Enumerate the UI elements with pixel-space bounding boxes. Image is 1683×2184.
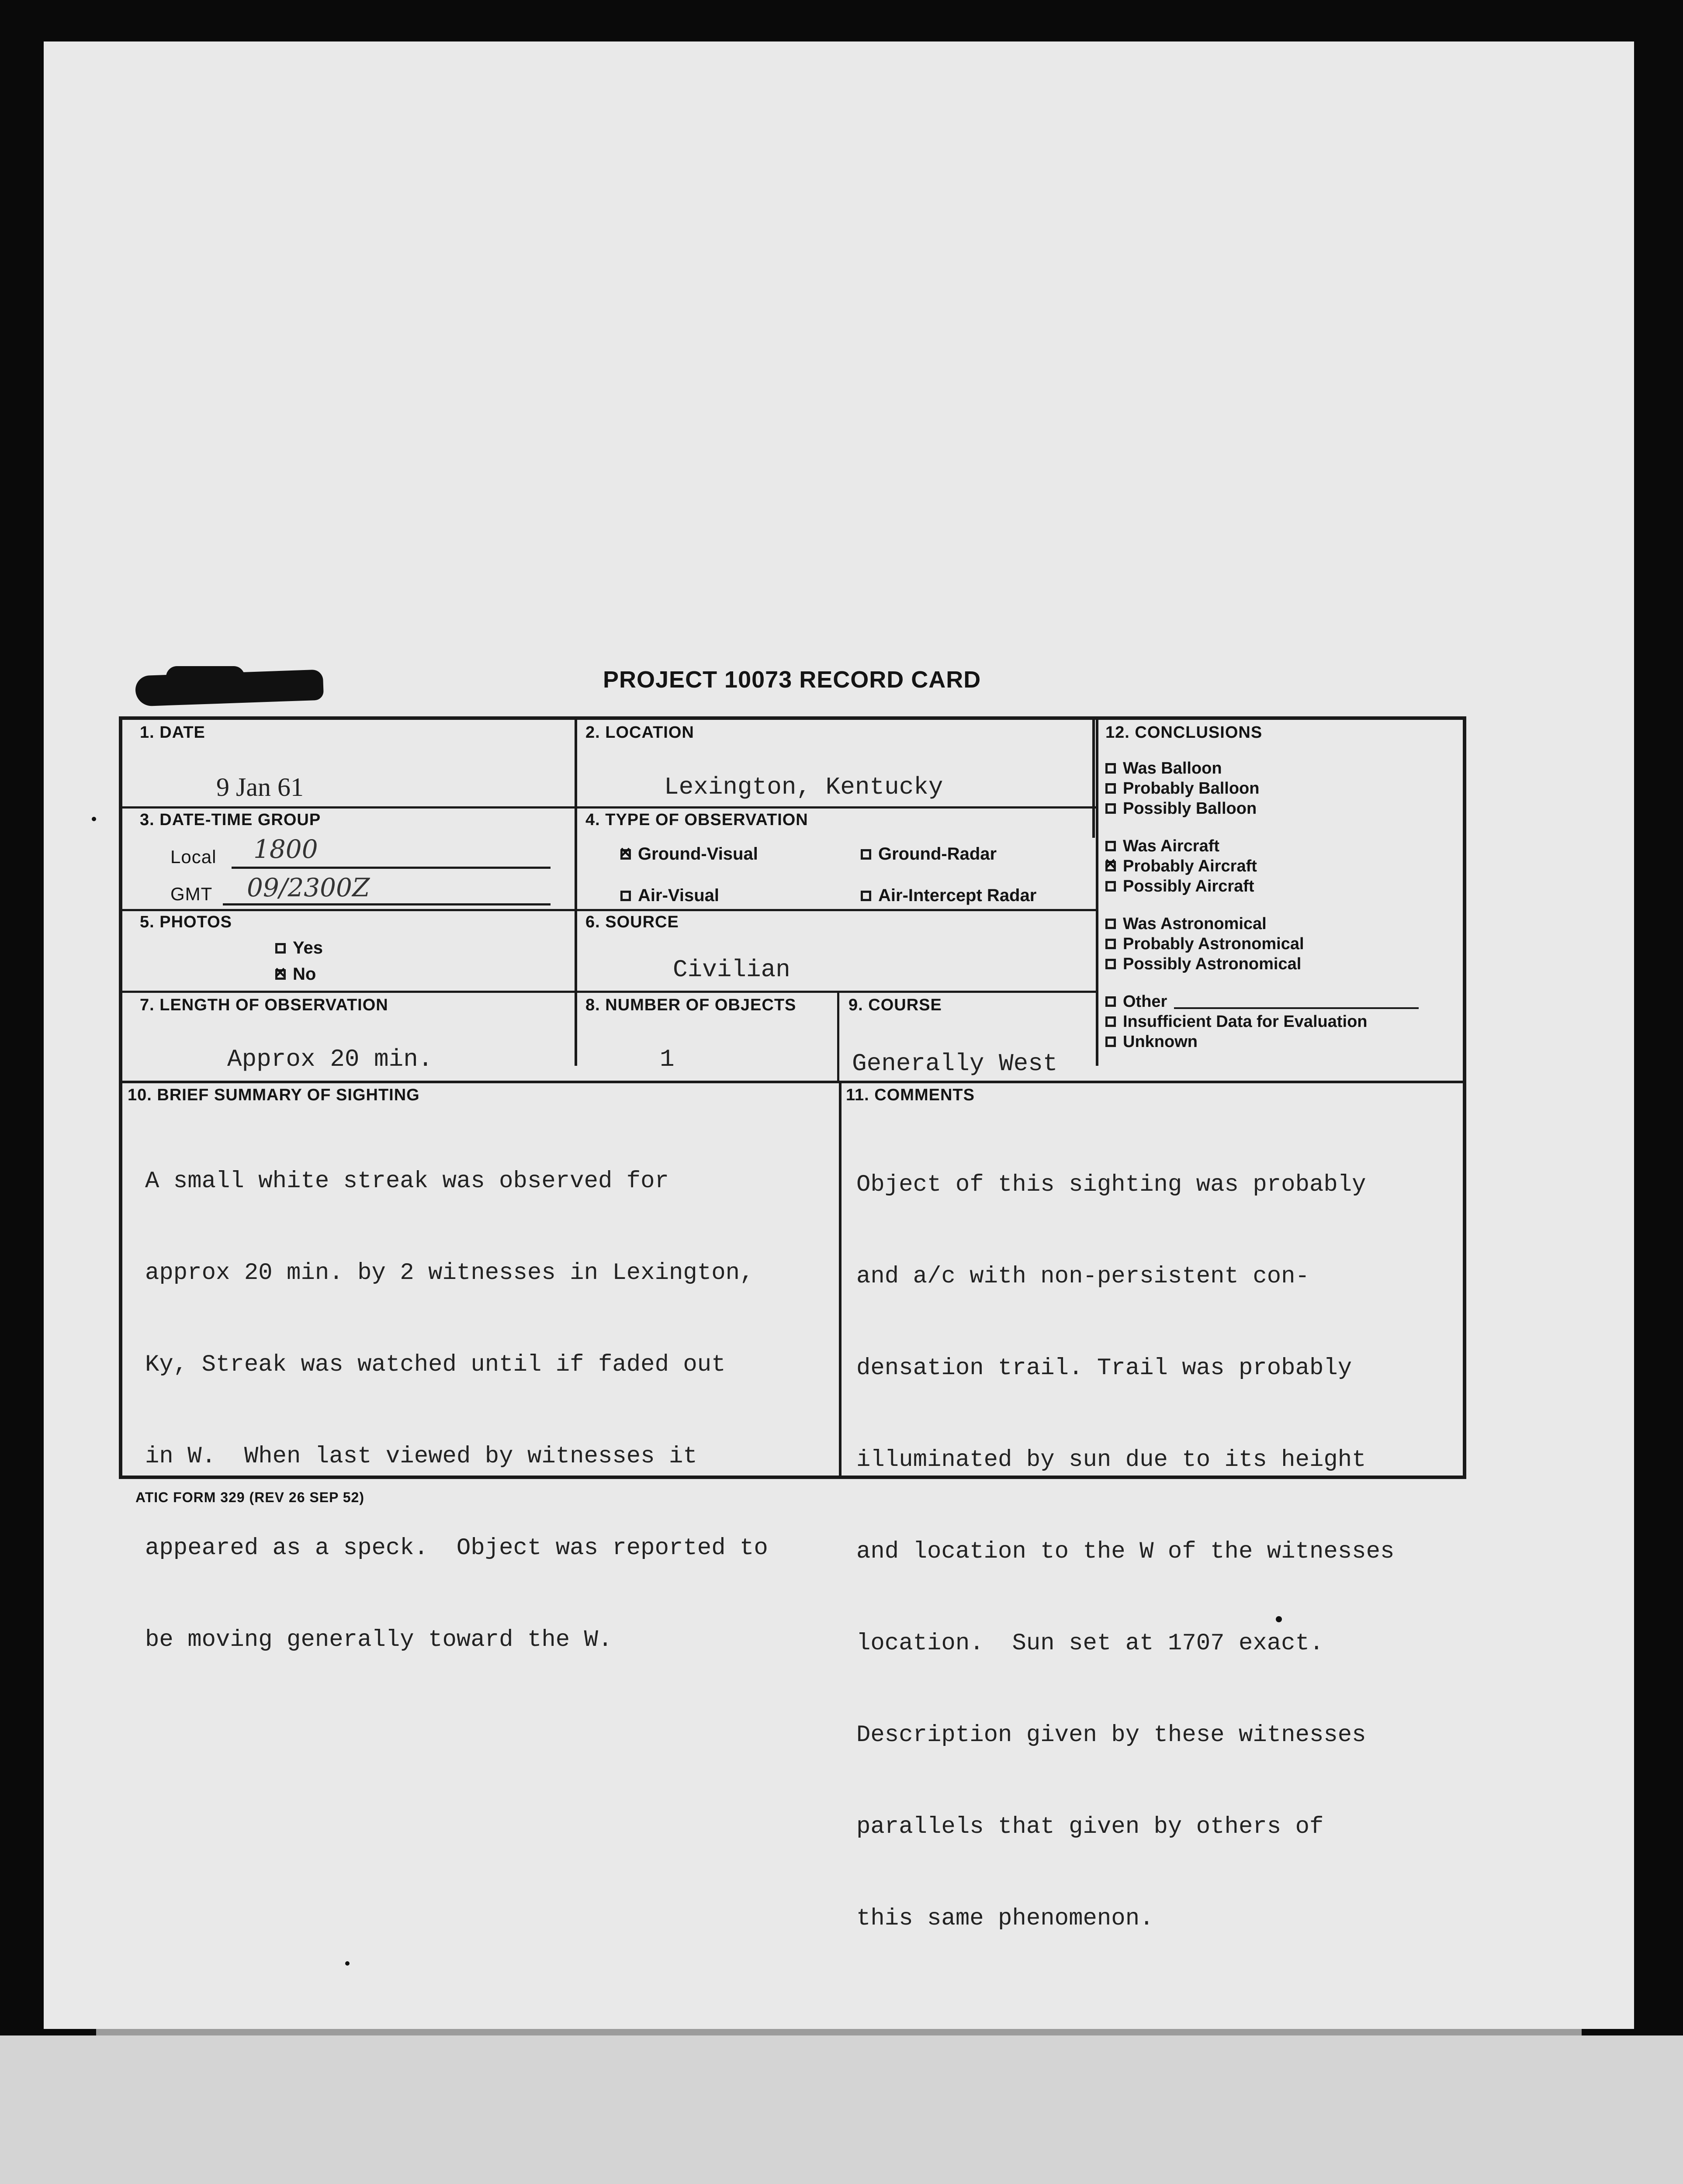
course-value: Generally West	[852, 1050, 1058, 1078]
photos-label: 5. PHOTOS	[140, 913, 232, 931]
option-ground-radar[interactable]	[861, 844, 997, 864]
conclusion-group-balloon	[1105, 758, 1419, 819]
comments-text	[856, 1109, 1394, 1995]
location-label: 2. LOCATION	[585, 723, 694, 742]
option-label: Other	[1123, 992, 1167, 1011]
option-label: No	[293, 964, 316, 984]
conclusion-probably-astronomical[interactable]	[1105, 934, 1419, 954]
comments-line: this same phenomenon.	[856, 1905, 1154, 1932]
conclusion-probably-balloon[interactable]	[1105, 778, 1419, 798]
length-label: 7. LENGTH OF OBSERVATION	[140, 996, 388, 1014]
course-label: 9. COURSE	[848, 996, 942, 1014]
divider	[122, 806, 1098, 809]
divider	[122, 909, 1098, 911]
location-value: Lexington, Kentucky	[664, 773, 943, 801]
summary-line: appeared as a speck. Object was reported to	[145, 1535, 768, 1562]
divider	[837, 992, 839, 1082]
conclusion-possibly-balloon[interactable]	[1105, 798, 1419, 819]
lower-sheet	[0, 2035, 1683, 2184]
gmt-time-value: 09/2300Z	[247, 873, 370, 902]
conclusions-list	[1105, 758, 1419, 1052]
conclusion-was-astronomical[interactable]	[1105, 914, 1419, 934]
conclusion-unknown[interactable]	[1105, 1032, 1419, 1052]
redaction-mark	[166, 666, 245, 688]
conclusion-probably-aircraft[interactable]	[1105, 856, 1419, 876]
source-label: 6. SOURCE	[585, 913, 679, 931]
comments-line: parallels that given by others of	[856, 1814, 1324, 1840]
comments-line: location. Sun set at 1707 exact.	[856, 1630, 1324, 1657]
conclusion-group-astronomical	[1105, 914, 1419, 974]
checkbox-air-visual[interactable]	[620, 891, 631, 901]
conclusions-label: 12. CONCLUSIONS	[1105, 723, 1263, 742]
speck	[345, 1961, 350, 1966]
checkbox[interactable]	[1105, 1037, 1116, 1047]
observation-type-label: 4. TYPE OF OBSERVATION	[585, 811, 808, 829]
checkbox[interactable]	[1105, 881, 1116, 892]
option-label: Was Aircraft	[1123, 837, 1220, 855]
local-label: Local	[170, 847, 217, 867]
option-label: Ground-Visual	[638, 844, 758, 864]
gmt-underline	[223, 903, 551, 905]
card-title: PROJECT 10073 RECORD CARD	[603, 667, 981, 693]
date-label: 1. DATE	[140, 723, 205, 742]
option-photos-no[interactable]	[275, 964, 316, 984]
option-label: Yes	[293, 938, 323, 957]
conclusion-group-other	[1105, 992, 1419, 1052]
option-air-intercept-radar[interactable]	[861, 886, 1036, 905]
checkbox-ground-radar[interactable]	[861, 849, 871, 860]
summary-line: A small white streak was observed for	[145, 1168, 669, 1195]
option-label: Unknown	[1123, 1033, 1198, 1051]
option-label: Air-Intercept Radar	[878, 886, 1037, 905]
option-label: Was Balloon	[1123, 759, 1222, 778]
summary-text	[145, 1105, 768, 1717]
divider	[1092, 720, 1095, 838]
checkbox[interactable]	[1105, 803, 1116, 814]
source-value: Civilian	[673, 956, 790, 984]
summary-line: approx 20 min. by 2 witnesses in Lexington,	[145, 1260, 754, 1286]
checkbox[interactable]	[1105, 1016, 1116, 1027]
divider	[839, 1082, 842, 1479]
comments-line: densation trail. Trail was probably	[856, 1355, 1352, 1382]
dtg-label: 3. DATE-TIME GROUP	[140, 811, 321, 829]
option-ground-visual[interactable]	[620, 844, 758, 864]
objects-label: 8. NUMBER OF OBJECTS	[585, 996, 796, 1014]
divider	[122, 991, 1098, 993]
gmt-label: GMT	[170, 884, 213, 904]
option-air-visual[interactable]	[620, 886, 719, 905]
date-value: 9 Jan 61	[216, 773, 304, 802]
checkbox[interactable]	[1105, 919, 1116, 929]
other-underline	[1174, 1007, 1419, 1009]
option-label: Insufficient Data for Evaluation	[1123, 1013, 1368, 1031]
option-photos-yes[interactable]	[275, 938, 323, 958]
checkbox[interactable]	[1105, 841, 1116, 851]
checkbox[interactable]	[1105, 959, 1116, 969]
divider	[1096, 720, 1098, 1066]
comments-line: Description given by these witnesses	[856, 1722, 1366, 1749]
conclusion-possibly-astronomical[interactable]	[1105, 954, 1419, 974]
local-time-value: 1800	[253, 834, 318, 864]
comments-label: 11. COMMENTS	[846, 1086, 975, 1104]
option-label: Possibly Aircraft	[1123, 877, 1254, 895]
comments-line: illuminated by sun due to its height	[856, 1447, 1366, 1473]
option-label: Was Astronomical	[1123, 915, 1267, 933]
divider	[122, 1081, 1466, 1083]
option-label: Probably Aircraft	[1123, 857, 1257, 875]
option-label: Possibly Balloon	[1123, 799, 1257, 818]
option-label: Probably Astronomical	[1123, 935, 1304, 953]
comments-line: and a/c with non-persistent con-	[856, 1263, 1309, 1290]
length-value: Approx 20 min.	[227, 1045, 433, 1073]
objects-value: 1	[660, 1045, 675, 1073]
comments-line: Object of this sighting was probably	[856, 1171, 1366, 1198]
checkbox[interactable]	[1105, 763, 1116, 774]
checkbox[interactable]	[1105, 861, 1116, 871]
checkbox[interactable]	[1105, 939, 1116, 949]
checkbox[interactable]	[1105, 996, 1116, 1007]
summary-line: Ky, Streak was watched until if faded out	[145, 1351, 726, 1378]
checkbox[interactable]	[1105, 783, 1116, 794]
conclusion-group-aircraft	[1105, 836, 1419, 896]
form-identifier: ATIC FORM 329 (REV 26 SEP 52)	[135, 1489, 364, 1505]
option-label: Air-Visual	[638, 886, 719, 905]
conclusion-other[interactable]	[1105, 992, 1419, 1012]
conclusion-was-aircraft[interactable]	[1105, 836, 1419, 856]
summary-label: 10. BRIEF SUMMARY OF SIGHTING	[128, 1086, 420, 1104]
option-label: Possibly Astronomical	[1123, 955, 1302, 973]
speck	[1276, 1616, 1282, 1622]
summary-line: in W. When last viewed by witnesses it	[145, 1443, 697, 1470]
divider	[575, 720, 577, 1066]
conclusion-was-balloon[interactable]	[1105, 758, 1419, 778]
speck	[92, 817, 96, 821]
option-label: Ground-Radar	[878, 844, 997, 864]
checkbox-photos-yes[interactable]	[275, 943, 286, 954]
checkbox-ground-visual[interactable]	[620, 849, 631, 860]
checkbox-photos-no[interactable]	[275, 969, 286, 980]
local-underline	[232, 867, 551, 869]
summary-line: be moving generally toward the W.	[145, 1627, 613, 1653]
comments-line: and location to the W of the witnesses	[856, 1538, 1395, 1565]
conclusion-insufficient-data[interactable]	[1105, 1012, 1419, 1032]
conclusion-possibly-aircraft[interactable]	[1105, 876, 1419, 896]
checkbox-air-intercept-radar[interactable]	[861, 891, 871, 901]
option-label: Probably Balloon	[1123, 779, 1260, 798]
